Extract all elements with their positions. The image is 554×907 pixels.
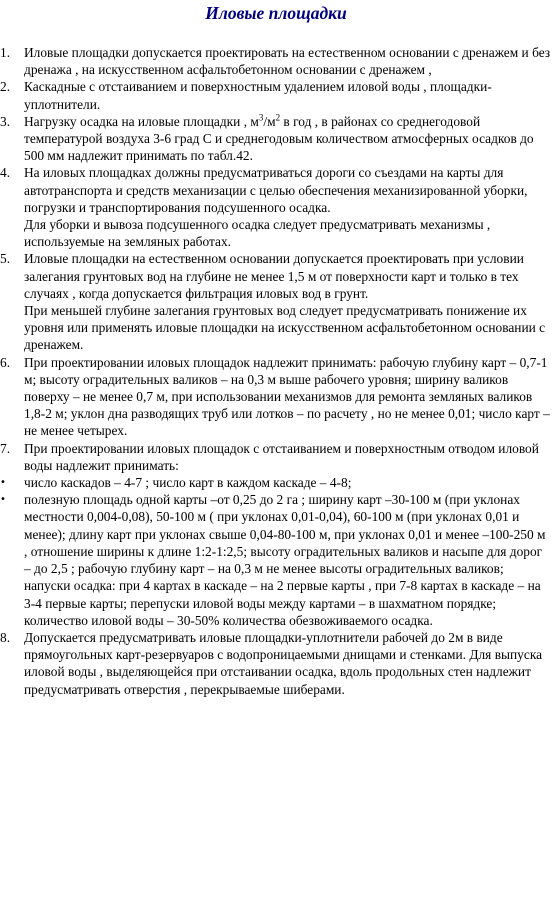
item-text: Каскадные с отстаиванием и поверхностным удалением иловой воды , площадки- уплотнители. bbox=[24, 79, 492, 112]
item-text: При проектировании иловых площадок с отстаиванием и поверхностным отводом иловой воды надлежит принимать: bbox=[24, 440, 539, 473]
item-text: При проектировании иловых площадок надлежит принимать: рабочую глубину карт – 0,7-1 м; высоту оградительных валиков – на 0,3 м выше рабочего уровня; ширину валиков поверху – не менее 0,7 м, при использовании механизмов для ремонта земляных валиков 1,8-2 м; уклон дна разводящих труб или лотков – по расчету , но не менее 0,01; число карт – не менее четырех. bbox=[24, 354, 550, 439]
item-text-continuation: Для уборки и вывоза подсушенного осадка следует предусматривать механизмы , используемые на земляных работах. bbox=[24, 217, 491, 250]
item-text: Допускается предусматривать иловые площадки-уплотнители рабочей до 2м в виде прямоугольных карт-резервуаров с водопроницаемыми днищами и стенками. Для выпуска иловой воды , выделяющейся при отстаивании осадка, вдоль продольных стен надлежит предусматривать отверстия , перекрываемые шиберами. bbox=[24, 629, 543, 697]
bullet-list-item bbox=[0, 474, 552, 491]
item-text-part: в год , в районах со среднегодовой температурой воздуха 3-6 град С и среднегодовым количеством атмосферных осадков до 500 мм надлежит принимать по табл.42. bbox=[24, 113, 534, 164]
item-text: полезную площадь одной карты –от 0,25 до 2 га ; ширину карт –30-100 м (при уклонах местности 0,004-0,08), 50-100 м ( при уклонах 0,01-0,04), 60-100 м (при уклонах 0,01 и менее); длину карт при уклонах свыше 0,04-80-100 м, при уклонах 0,01 и менее –100-250 м , отношение ширины к длине 1:2-1:2,5; высоту оградительных валиков и насыпе для дорог – до 2,5 ; рабочую глубину карт – на 0,3 м не менее высоты оградительных валиков; напуски осадка: при 4 картах в каскаде – на 2 первые карты , при 7-8 картах в каскаде – на 3-4 первые карты; перепуски иловой воды между картами – в шахматном порядке; количество иловой воды – 30-50% количества обезвоживаемого осадка. bbox=[24, 492, 546, 628]
superscript: 2 bbox=[275, 112, 281, 123]
bullet-marker: • bbox=[0, 477, 6, 489]
item-text: Иловые площадки допускается проектировать на естественном основании с дренажем и без дренажа , на искусственном асфальтобетонном основании с дренажем , bbox=[24, 45, 551, 78]
numbered-list-item bbox=[0, 629, 552, 698]
numbered-list-item bbox=[0, 113, 552, 165]
item-text: Иловые площадки на естественном основании допускается проектировать при условии залегания грунтовых вод на глубине не менее 1,5 м от поверхности карт и только в тех случаях , когда допускается фильтрация иловых вод в грунт. bbox=[24, 251, 524, 301]
bullet-list-item bbox=[0, 491, 552, 629]
page-title: Иловые площадки bbox=[205, 3, 347, 23]
item-text-part: Нагрузку осадка на иловые площадки , м bbox=[24, 113, 259, 129]
item-number: 5. bbox=[0, 251, 11, 267]
item-text bbox=[24, 113, 552, 165]
numbered-list-item bbox=[0, 440, 552, 474]
superscript: 3 bbox=[258, 112, 264, 123]
item-text-continuation: При меньшей глубине залегания грунтовых вод следует предусматривать понижение их уровня или применять иловые площадки на искусственном асфальтобетонном основании с дренажем. bbox=[24, 303, 546, 353]
requirements-list bbox=[0, 44, 552, 698]
item-number: 3. bbox=[0, 113, 11, 129]
bullet-marker: • bbox=[0, 494, 6, 506]
item-text: На иловых площадках должны предусматриваться дороги со съездами на карты для автотранспорта и средств механизации с целью обеспечения механизированной уборки, погрузки и транспортирования подсушенного осадка. bbox=[24, 165, 528, 215]
numbered-list-item bbox=[0, 354, 552, 440]
numbered-list-item bbox=[0, 250, 552, 353]
item-number: 1. bbox=[0, 45, 11, 60]
numbered-list-item bbox=[0, 164, 552, 250]
item-text-part: /м bbox=[263, 113, 276, 129]
item-number: 6. bbox=[0, 354, 11, 370]
item-number: 7. bbox=[0, 440, 11, 456]
item-number: 8. bbox=[0, 629, 11, 645]
item-text: число каскадов – 4-7 ; число карт в каждом каскаде – 4-8; bbox=[24, 475, 352, 491]
numbered-list-item bbox=[0, 78, 552, 112]
numbered-list-item bbox=[0, 44, 552, 78]
item-number: 2. bbox=[0, 79, 11, 95]
item-number: 4. bbox=[0, 165, 11, 181]
